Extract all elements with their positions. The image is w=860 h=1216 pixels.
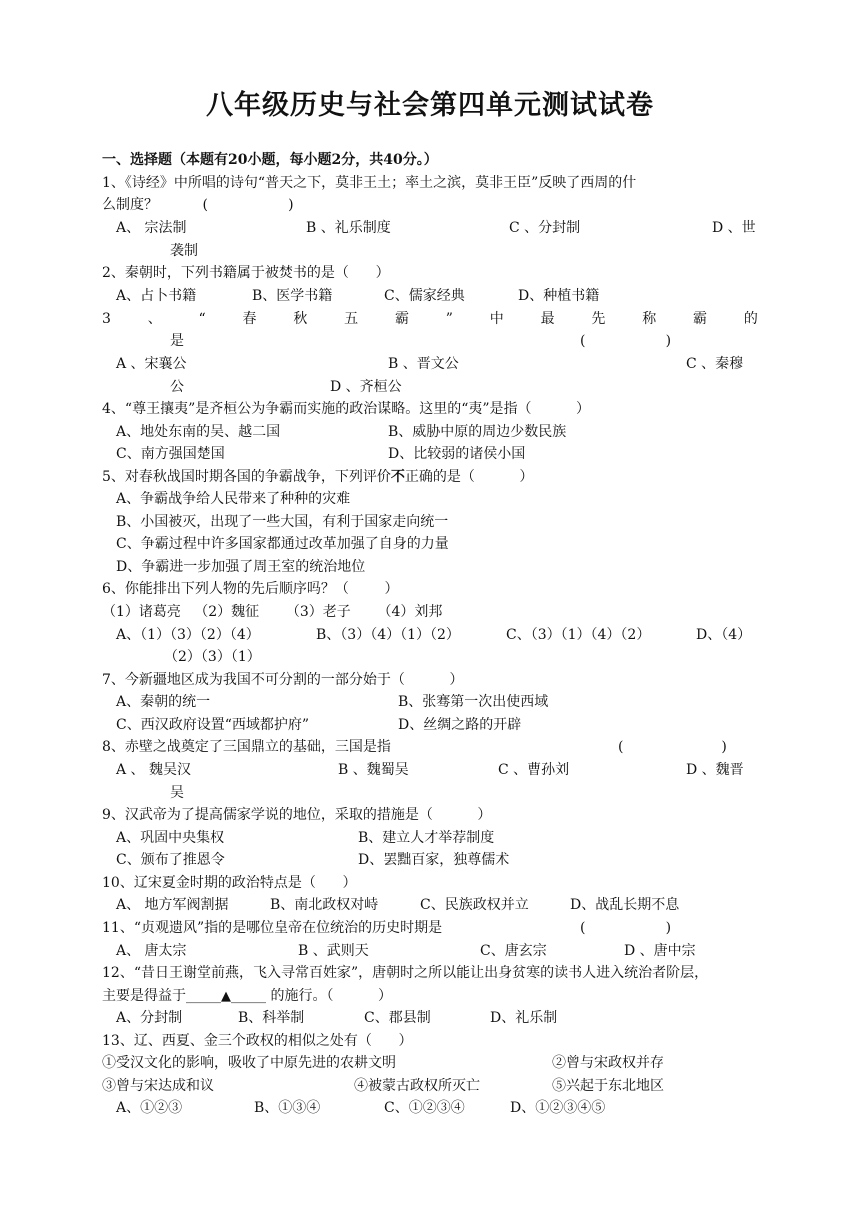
option-a: A、地处东南的吴、越二国 [116, 424, 281, 440]
question-3-options [0, 353, 860, 375]
question-9-text: 9、汉武帝为了提高儒家学说的地位，采取的措施是（ ） [102, 807, 492, 823]
option-d: D、①②③④⑤ [510, 1100, 606, 1116]
question-6-text: 6、你能排出下列人物的先后顺序吗？（ ） [102, 581, 399, 597]
option-a: A、①②③ [116, 1100, 183, 1116]
option-b: B 、武则天 [298, 943, 369, 959]
question-13-text: 13、辽、西夏、金三个政权的相似之处有（ ） [102, 1033, 413, 1049]
option-a: A 、宋襄公 [116, 356, 187, 372]
question-3-text: 3 、 “ 春 秋 五 霸 ” 中 最 先 称 霸 的 [102, 311, 758, 327]
option-d-cont: 袭制 [170, 243, 198, 259]
exam-title: 八年级历史与社会第四单元测试试卷 [206, 90, 654, 121]
option-a: A、 宗法制 [116, 220, 187, 236]
question-4-options-2 [0, 443, 860, 465]
option-b: B、小国被灭，出现了一些大国，有利于国家走向统一 [116, 514, 449, 530]
question-11-text: 11、“贞观遗风”指的是哪位皇帝在位统治的历史时期是 ( ) [102, 920, 672, 936]
question-3-options-cont [0, 376, 860, 398]
question-12-text: 12、“昔日王谢堂前燕，飞入寻常百姓家”，唐朝时之所以能让出身贫寒的读书人进入统治者阶层， [102, 965, 709, 981]
option-d: D、罢黜百家，独尊儒术 [358, 852, 510, 868]
question-7-options [0, 691, 860, 713]
question-1-text-cont: 么制度？ ( ) [102, 197, 294, 213]
option-c: C、民族政权并立 [420, 897, 529, 913]
option-c: C 、曹孙刘 [498, 762, 570, 778]
option-b: B、①③④ [254, 1100, 321, 1116]
question-7-options-2 [0, 714, 860, 736]
option-b: B、南北政权对峙 [270, 897, 379, 913]
question-11-options [0, 940, 860, 962]
question-8-text: 8、赤壁之战奠定了三国鼎立的基础，三国是指 ( ) [102, 739, 727, 755]
question-4-options [0, 421, 860, 443]
statement-3: ③曾与宋达成和议 [102, 1078, 214, 1094]
question-7-text: 7、今新疆地区成为我国不可分割的一部分始于（ ） [102, 672, 464, 688]
option-d: D 、齐桓公 [330, 379, 402, 395]
question-4-text: 4、“尊王攘夷”是齐桓公为争霸而实施的政治谋略。这里的“夷”是指（ ） [102, 401, 591, 417]
option-b: B、（3）（4）（1）（2） [316, 627, 460, 643]
option-c: C 、秦穆 [686, 356, 744, 372]
option-a: A、 地方军阀割据 [116, 897, 229, 913]
section-heading: 一、选择题（本题有20小题，每小题2分，共40分。） [102, 152, 438, 168]
question-6-items: （1）诸葛亮 （2）魏征 （3）老子 （4）刘邦 [102, 604, 443, 620]
question-13-options [0, 1097, 860, 1119]
option-b: B、医学书籍 [252, 288, 333, 304]
option-d: D 、魏晋 [686, 762, 744, 778]
option-a: A、分封制 [116, 1010, 183, 1026]
question-6-options [0, 624, 860, 646]
question-8-options [0, 759, 860, 781]
option-c: C、①②③④ [384, 1100, 465, 1116]
question-12-options [0, 1007, 860, 1029]
option-d: D、丝绸之路的开辟 [398, 717, 522, 733]
option-b: B 、晋文公 [388, 356, 459, 372]
option-b: B、科举制 [238, 1010, 305, 1026]
option-b: B、建立人才举荐制度 [358, 830, 495, 846]
option-d: D、战乱长期不息 [570, 897, 680, 913]
question-1-options [0, 217, 860, 239]
option-c: C、争霸过程中许多国家都通过改革加强了自身的力量 [116, 536, 449, 552]
triangle-marker: ▲ [221, 989, 231, 1004]
option-c: C、儒家经典 [384, 288, 465, 304]
question-1-text: 1、《诗经》中所唱的诗句“普天之下，莫非王土；率土之滨，莫非王臣”反映了西周的什 [102, 175, 637, 191]
question-13-statements-2 [0, 1075, 860, 1097]
option-d: D、礼乐制 [490, 1010, 558, 1026]
option-d: D、种植书籍 [518, 288, 600, 304]
question-10-text: 10、辽宋夏金时期的政治特点是（ ） [102, 875, 357, 891]
statement-4: ④被蒙古政权所灭亡 [354, 1078, 480, 1094]
option-d-cont: （2）（3）（1） [164, 649, 261, 665]
question-9-options [0, 827, 860, 849]
option-d-cont: 吴 [170, 785, 184, 801]
option-d: D、比较弱的诸侯小国 [388, 446, 526, 462]
option-b: B、张骞第一次出使西域 [398, 694, 549, 710]
emphasis-not: 不 [390, 469, 405, 485]
question-9-options-2 [0, 849, 860, 871]
statement-1: ①受汉文化的影响，吸收了中原先进的农耕文明 [102, 1055, 396, 1071]
option-d: D 、世 [712, 220, 756, 236]
statement-5: ⑤兴起于东北地区 [552, 1078, 664, 1094]
statement-2: ②曾与宋政权并存 [552, 1055, 664, 1071]
option-c: C、西汉政府设置“西域都护府” [116, 717, 310, 733]
option-b: B 、礼乐制度 [306, 220, 391, 236]
option-a: A、争霸战争给人民带来了种种的灾难 [116, 491, 351, 507]
option-c: C、颁布了推恩令 [116, 852, 225, 868]
option-c: C、南方强国楚国 [116, 446, 225, 462]
option-b: B、威胁中原的周边少数民族 [388, 424, 567, 440]
option-a: A、 唐太宗 [116, 943, 187, 959]
option-b: B 、魏蜀吴 [338, 762, 409, 778]
option-c: C、（3）（1）（4）（2） [506, 627, 651, 643]
option-c: C、郡县制 [364, 1010, 431, 1026]
option-a: A、（1）（3）（2）（4） [116, 627, 260, 643]
option-d: D、（4） [696, 627, 752, 643]
option-a: A 、 魏吴汉 [116, 762, 192, 778]
option-c: C、唐玄宗 [480, 943, 547, 959]
question-2-text: 2、秦朝时，下列书籍属于被焚书的是（ ） [102, 265, 390, 281]
option-a: A、秦朝的统一 [116, 694, 211, 710]
option-d: D 、唐中宗 [624, 943, 696, 959]
option-a: A、占卜书籍 [116, 288, 197, 304]
option-c: C 、分封制 [509, 220, 581, 236]
option-a: A、巩固中央集权 [116, 830, 225, 846]
question-3-text-cont: 是 ( ) [170, 333, 672, 349]
option-c-cont: 公 [170, 379, 184, 395]
option-d: D、争霸进一步加强了周王室的统治地位 [116, 559, 366, 575]
question-13-statements [0, 1052, 860, 1074]
question-10-options [0, 894, 860, 916]
question-5-text: 5、对春秋战国时期各国的争霸战争，下列评价不正确的是（ ） [102, 469, 534, 485]
question-2-options [0, 285, 860, 307]
question-12-text-cont: 主要是得益于_____▲_____ 的施行。（ ） [102, 988, 392, 1004]
